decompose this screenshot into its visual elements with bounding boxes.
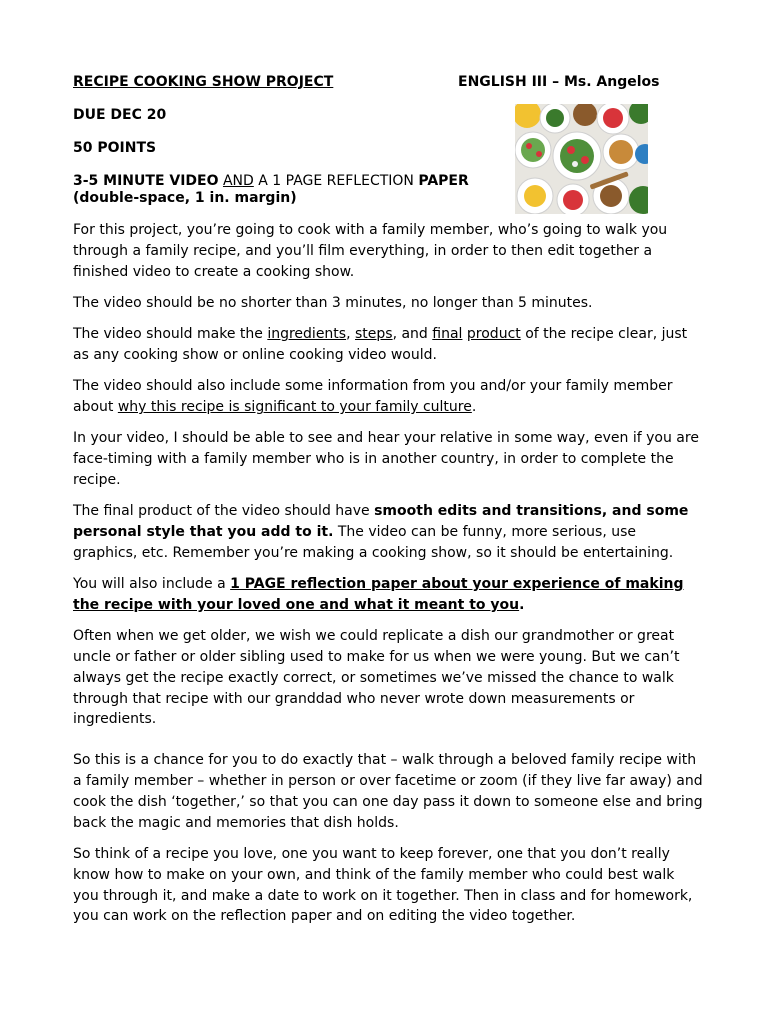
header-row: [73, 74, 673, 94]
text-run: The final product of the video should have: [73, 503, 375, 520]
text-run: of the recipe clear, just as any cooking show or online cooking video would.: [73, 326, 688, 363]
and-word: AND: [222, 173, 254, 189]
reflection-text: A 1 PAGE REFLECTION: [258, 173, 414, 189]
text-run: , and: [392, 326, 433, 343]
points-value: 50 POINTS: [73, 140, 157, 156]
steps-term: steps: [355, 326, 393, 343]
due-date: DUE DEC 20: [73, 107, 167, 123]
ingredients-term: ingredients: [267, 326, 347, 343]
product-term: product: [466, 326, 521, 343]
text-run: The video should make the: [73, 326, 268, 343]
text-run: .: [519, 596, 525, 613]
paragraph-chance: So this is a chance for you to do exactly that – walk through a beloved family recipe with a family member – whether in person or over facetime or zoom (if they live far away) and cook the dish ‘together,’ so that you can one day pass it down to someone else and bring back the magic and memories that dish holds.: [73, 752, 703, 831]
significance-phrase: why this recipe is significant to your family culture: [117, 399, 472, 416]
paragraph-intro: For this project, you’re going to cook with a family member, who’s going to walk you through a family recipe, and you’ll film everything, in order to then edit together a finished video to create a cooking show.: [73, 222, 668, 280]
food-spread-image: [515, 104, 648, 214]
paragraph-closing: So think of a recipe you love, one you want to keep forever, one that you don’t really know how to make on your own, and think of the family member who could best walk you through it, and make a date to work on it together. Then in class and for homework, you can work on the reflection paper and on editing the video together.: [73, 845, 693, 925]
paragraph-motivation: Often when we get older, we wish we could replicate a dish our grandmother or great uncle or father or older sibling used to make for us when we were young. But we can’t always get the recipe exactly correct, or sometimes we’ve missed the chance to walk through that recipe with our granddad who never wrote down measurements or ingredients.: [73, 628, 680, 728]
reflection-emphasis: 1 PAGE reflection paper about your experience of making the recipe with your loved one and what it meant to you: [73, 576, 684, 613]
paragraph-length: The video should be no shorter than 3 minutes, no longer than 5 minutes.: [73, 294, 593, 311]
document-title: RECIPE COOKING SHOW PROJECT: [73, 74, 334, 90]
paragraph-editing: [73, 501, 703, 563]
paragraph-relative: In your video, I should be able to see and hear your relative in some way, even if you are face-timing with a family member who is in another country, in order to complete the recipe.: [73, 430, 699, 488]
paragraph-reflection: [73, 574, 703, 616]
paragraph-significance: [73, 376, 703, 418]
paragraph-content: [73, 324, 703, 366]
course-name: ENGLISH III – Ms. Angelos: [458, 74, 660, 90]
formatting-note: (double-space, 1 in. margin): [73, 190, 297, 206]
text-run: You will also include a: [73, 576, 231, 593]
assignment-body: [73, 220, 703, 938]
text-run: ,: [346, 326, 355, 343]
final-term: final: [432, 326, 463, 343]
editing-emphasis: smooth edits and transitions, and some personal style that you add to it.: [73, 503, 689, 541]
text-run: The video can be funny, more serious, use graphics, etc. Remember you’re making a cooking show, so it should be entertaining.: [73, 524, 674, 561]
assignment-requirement: [73, 173, 493, 207]
paper-word: PAPER: [418, 173, 469, 189]
text-run: .: [471, 399, 477, 416]
video-length: 3-5 MINUTE VIDEO: [73, 173, 219, 189]
text-run: The video should also include some information from you and/or your family member about: [73, 378, 673, 416]
food-spread-illustration: [515, 104, 648, 214]
